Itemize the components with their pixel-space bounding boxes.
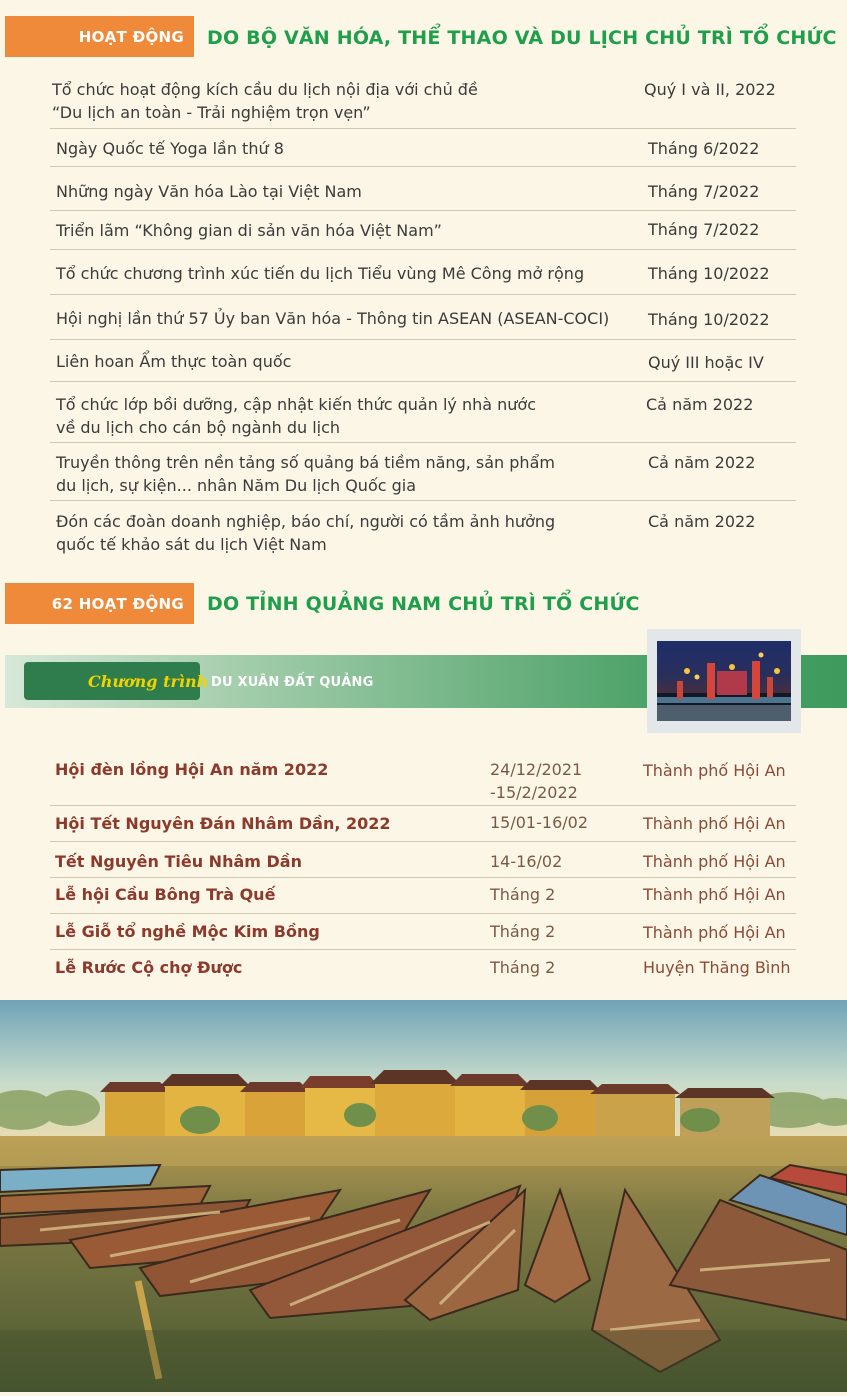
- event-place: Thành phố Hội An: [643, 761, 786, 780]
- event-date: 24/12/2021 -15/2/2022: [490, 760, 583, 802]
- table-row: [50, 382, 796, 443]
- event-name: Lễ Giỗ tổ nghề Mộc Kim Bồng: [55, 922, 320, 941]
- event-date: 14-16/02: [490, 852, 563, 871]
- event-date: 15/01-16/02: [490, 813, 588, 832]
- activity-date: Tháng 10/2022: [648, 264, 770, 283]
- activity-name: Tổ chức hoạt động kích cầu du lịch nội địa với chủ đề “Du lịch an toàn - Trải nghiệm trọn vẹn”: [52, 80, 478, 122]
- activity-date: Tháng 6/2022: [648, 139, 760, 158]
- activity-name: Truyền thông trên nền tảng số quảng bá tiềm năng, sản phẩm du lịch, sự kiện... nhân Năm Du lịch Quốc gia: [56, 453, 555, 495]
- activity-date: Tháng 10/2022: [648, 310, 770, 329]
- event-place: Thành phố Hội An: [643, 923, 786, 942]
- table-row: [50, 340, 796, 382]
- activity-date: Quý III hoặc IV: [648, 353, 764, 372]
- activity-name: Triển lãm “Không gian di sản văn hóa Việt Nam”: [56, 221, 442, 240]
- table-row: [50, 501, 796, 559]
- activity-date: Tháng 7/2022: [648, 220, 760, 239]
- ministry-activities-table: [50, 76, 796, 559]
- table-row: [50, 842, 796, 878]
- table-row: [50, 914, 796, 950]
- table-row: [50, 250, 796, 295]
- section2-badge-text: 62 HOẠT ĐỘNG: [51, 594, 184, 613]
- section2-title: DO TỈNH QUẢNG NAM CHỦ TRÌ TỔ CHỨC: [207, 593, 640, 615]
- event-place: Thành phố Hội An: [643, 814, 786, 833]
- activity-name: Liên hoan Ẩm thực toàn quốc: [56, 352, 292, 371]
- lantern-festival-photo: [657, 641, 791, 721]
- table-row: [50, 806, 796, 842]
- section1-title: DO BỘ VĂN HÓA, THỂ THAO VÀ DU LỊCH CHỦ TRÌ TỔ CHỨC: [207, 27, 837, 49]
- table-row: [50, 129, 796, 167]
- event-name: Tết Nguyên Tiêu Nhâm Dần: [55, 852, 302, 871]
- table-row: [50, 878, 796, 914]
- hoi-an-river-photo: [0, 1000, 847, 1392]
- table-row: [50, 950, 796, 986]
- activity-name: Những ngày Văn hóa Lào tại Việt Nam: [56, 182, 362, 201]
- table-row: [50, 443, 796, 501]
- table-row: [50, 748, 796, 806]
- activity-date: Tháng 7/2022: [648, 182, 760, 201]
- event-name: Lễ Rước Cộ chợ Được: [55, 958, 243, 977]
- province-events-table: [50, 748, 796, 986]
- event-name: Hội Tết Nguyên Đán Nhâm Dần, 2022: [55, 814, 391, 833]
- table-row: [50, 295, 796, 340]
- event-place: Huyện Thăng Bình: [643, 958, 791, 977]
- event-place: Thành phố Hội An: [643, 852, 786, 871]
- activity-name: Đón các đoàn doanh nghiệp, báo chí, người có tầm ảnh hưởng quốc tế khảo sát du lịch Việt Nam: [56, 512, 556, 554]
- table-row: [50, 211, 796, 250]
- event-name: Lễ hội Cầu Bông Trà Quế: [55, 885, 276, 904]
- event-name: Hội đèn lồng Hội An năm 2022: [55, 760, 329, 779]
- activity-date: Cả năm 2022: [648, 453, 756, 472]
- section2-badge: [5, 583, 194, 624]
- table-row: [50, 76, 796, 129]
- event-date: Tháng 2: [490, 922, 556, 941]
- section1-badge: [5, 16, 194, 57]
- program-label: Chương trình: [88, 672, 209, 691]
- section1-badge-text: HOẠT ĐỘNG: [78, 27, 184, 46]
- activity-name: Tổ chức lớp bồi dưỡng, cập nhật kiến thức quản lý nhà nước về du lịch cho cán bộ ngành du lịch: [56, 395, 536, 437]
- event-date: Tháng 2: [490, 958, 556, 977]
- event-place: Thành phố Hội An: [643, 885, 786, 904]
- activity-name: Tổ chức chương trình xúc tiến du lịch Tiểu vùng Mê Công mở rộng: [56, 264, 585, 283]
- activity-date: Cả năm 2022: [646, 395, 754, 414]
- table-row: [50, 167, 796, 211]
- program-title: DU XUÂN ĐẤT QUẢNG: [211, 675, 374, 690]
- activity-date: Cả năm 2022: [648, 512, 756, 531]
- activity-name: Hội nghị lần thứ 57 Ủy ban Văn hóa - Thông tin ASEAN (ASEAN-COCI): [56, 309, 610, 328]
- event-date: Tháng 2: [490, 885, 556, 904]
- activity-name: Ngày Quốc tế Yoga lần thứ 8: [56, 139, 284, 158]
- activity-date: Quý I và II, 2022: [644, 80, 776, 99]
